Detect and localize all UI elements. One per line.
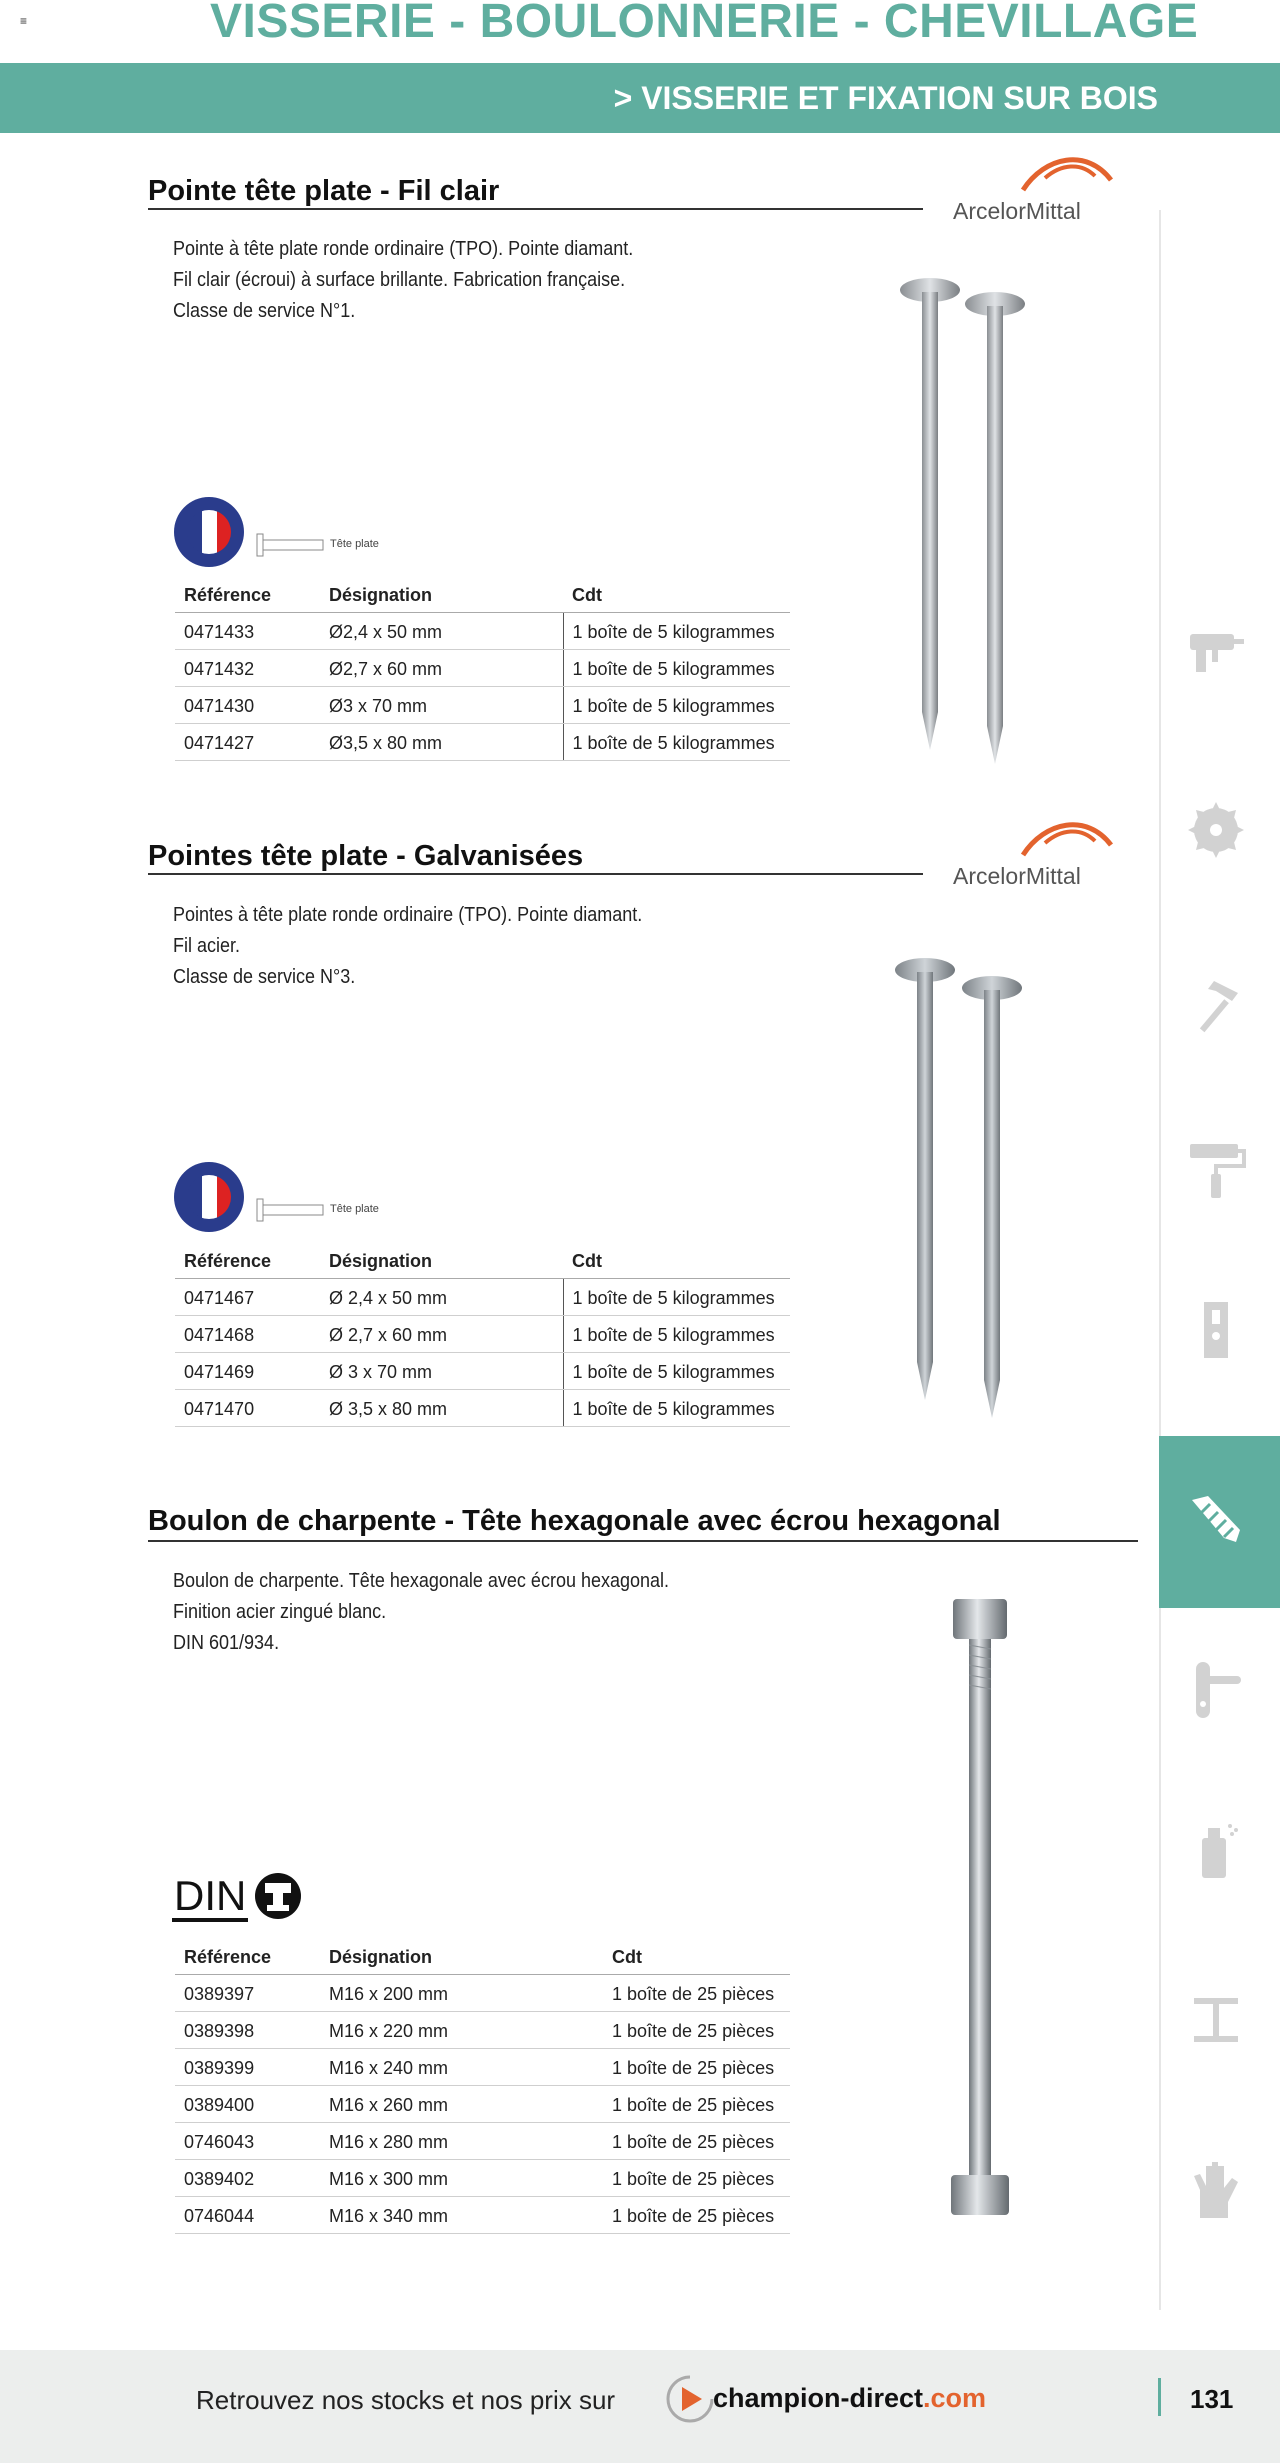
designation-cell: M16 x 280 mm — [320, 2123, 603, 2160]
cdt-cell: 1 boîte de 25 pièces — [603, 2160, 790, 2197]
table-row — [175, 2012, 790, 2049]
designation-cell: Ø2,7 x 60 mm — [320, 650, 563, 687]
paint-roller-icon[interactable] — [1186, 1140, 1246, 1200]
designation-cell: Ø 2,7 x 60 mm — [320, 1316, 563, 1353]
table-header-row — [175, 1938, 790, 1975]
section-3-table — [175, 1938, 790, 2234]
spray-can-icon[interactable] — [1186, 1820, 1246, 1880]
clear-nails-image — [880, 270, 1060, 770]
table-row — [175, 2086, 790, 2123]
ref-cell: 0471469 — [175, 1353, 320, 1390]
screw-icon[interactable] — [1186, 1490, 1246, 1550]
section-3-description — [173, 1566, 669, 1659]
description-line: Boulon de charpente. Tête hexagonale avec écrou hexagonal. — [173, 1570, 670, 1592]
glove-icon[interactable] — [1186, 2160, 1246, 2220]
arcelormittal-logo-icon — [1015, 815, 1115, 865]
col-header: Désignation — [320, 576, 563, 613]
designation-cell: M16 x 220 mm — [320, 2012, 603, 2049]
ref-cell: 0389400 — [175, 2086, 320, 2123]
designation-cell: Ø3 x 70 mm — [320, 687, 563, 724]
ref-cell: 0389397 — [175, 1975, 320, 2012]
col-header: Désignation — [320, 1242, 563, 1279]
cdt-cell: 1 boîte de 25 pièces — [603, 1975, 790, 2012]
table-row — [175, 1353, 790, 1390]
cdt-cell: 1 boîte de 25 pièces — [603, 2123, 790, 2160]
table-row — [175, 687, 790, 724]
col-header: Référence — [175, 1242, 320, 1279]
ref-cell: 0389399 — [175, 2049, 320, 2086]
cdt-cell: 1 boîte de 25 pièces — [603, 2086, 790, 2123]
diagram-label: Tête plate — [330, 538, 379, 550]
description-line: Fil acier. — [173, 935, 241, 957]
description-line: Classe de service N°3. — [173, 966, 356, 988]
ref-cell: 0471468 — [175, 1316, 320, 1353]
cdt-cell: 1 boîte de 5 kilogrammes — [563, 1279, 790, 1316]
description-line: Classe de service N°1. — [173, 300, 356, 322]
sidebar-divider — [1159, 210, 1161, 2310]
category-subtitle: > VISSERIE ET FIXATION SUR BOIS — [613, 80, 1158, 116]
table-row — [175, 613, 790, 650]
section-1-title: Pointe tête plate - Fil clair — [148, 175, 500, 207]
bolt-head-icon — [254, 1872, 302, 1920]
diagram-label: Tête plate — [330, 1203, 379, 1215]
col-header: Cdt — [563, 1242, 790, 1279]
page-title: VISSERIE - BOULONNERIE - CHEVILLAGE — [210, 0, 1199, 48]
cdt-cell: 1 boîte de 25 pièces — [603, 2049, 790, 2086]
section-1-table — [175, 576, 790, 761]
section-2-rule — [148, 873, 923, 875]
brand-tld: .com — [923, 2383, 987, 2413]
col-header: Cdt — [603, 1938, 790, 1975]
designation-cell: M16 x 240 mm — [320, 2049, 603, 2086]
france-flag-icon — [172, 495, 252, 570]
cdt-cell: 1 boîte de 5 kilogrammes — [563, 650, 790, 687]
play-logo-icon — [665, 2374, 715, 2424]
designation-cell: Ø 2,4 x 50 mm — [320, 1279, 563, 1316]
section-1-description — [173, 234, 633, 327]
fabrique-en-france-badge — [172, 495, 252, 570]
drill-icon[interactable] — [1186, 620, 1246, 680]
cdt-cell: 1 boîte de 5 kilogrammes — [563, 1316, 790, 1353]
table-row — [175, 1279, 790, 1316]
section-2-brand: ArcelorMittal — [953, 863, 1081, 889]
description-line: Pointes à tête plate ronde ordinaire (TPO). Pointe diamant. — [173, 904, 643, 926]
table-row — [175, 1390, 790, 1427]
flat-head-nail-diagram — [255, 532, 325, 558]
section-3-title: Boulon de charpente - Tête hexagonale avec écrou hexagonal — [148, 1505, 1001, 1537]
designation-cell: M16 x 340 mm — [320, 2197, 603, 2234]
hammer-icon[interactable] — [1186, 975, 1246, 1035]
cdt-cell: 1 boîte de 5 kilogrammes — [563, 687, 790, 724]
din-standard-badge — [170, 1872, 330, 1932]
designation-cell: Ø3,5 x 80 mm — [320, 724, 563, 761]
table-row — [175, 2049, 790, 2086]
table-row — [175, 2197, 790, 2234]
ref-cell: 0471427 — [175, 724, 320, 761]
table-row — [175, 650, 790, 687]
table-row — [175, 2160, 790, 2197]
ref-cell: 0389402 — [175, 2160, 320, 2197]
designation-cell: M16 x 260 mm — [320, 2086, 603, 2123]
fabrique-en-france-badge — [172, 1160, 252, 1235]
ref-cell: 0471433 — [175, 613, 320, 650]
table-row — [175, 1975, 790, 2012]
section-2-table — [175, 1242, 790, 1427]
designation-cell: M16 x 200 mm — [320, 1975, 603, 2012]
cdt-cell: 1 boîte de 5 kilogrammes — [563, 1390, 790, 1427]
designation-cell: M16 x 300 mm — [320, 2160, 603, 2197]
footer-text: Retrouvez nos stocks et nos prix sur — [196, 2385, 616, 2415]
brand-main: champion-direct — [713, 2383, 924, 2413]
section-2-title: Pointes tête plate - Galvanisées — [148, 840, 584, 872]
ref-cell: 0471432 — [175, 650, 320, 687]
steel-beam-icon[interactable] — [1186, 1990, 1246, 2050]
description-line: Fil clair (écroui) à surface brillante. Fabrication française. — [173, 269, 626, 291]
col-header: Référence — [175, 576, 320, 613]
page-number: 131 — [1190, 2384, 1234, 2414]
section-3-rule — [148, 1540, 1138, 1542]
ref-cell: 0389398 — [175, 2012, 320, 2049]
arcelormittal-logo-icon — [1015, 150, 1115, 200]
france-flag-icon — [172, 1160, 252, 1235]
din-label: DIN — [172, 1874, 248, 1922]
door-lock-icon[interactable] — [1186, 1300, 1246, 1360]
ref-cell: 0746043 — [175, 2123, 320, 2160]
galvanized-nails-image — [880, 950, 1060, 1420]
menu-icon[interactable]: ≡ — [20, 14, 28, 28]
cdt-cell: 1 boîte de 5 kilogrammes — [563, 724, 790, 761]
section-1-brand: ArcelorMittal — [953, 198, 1081, 224]
col-header: Cdt — [563, 576, 790, 613]
ref-cell: 0746044 — [175, 2197, 320, 2234]
ref-cell: 0471430 — [175, 687, 320, 724]
flat-head-nail-diagram — [255, 1197, 325, 1223]
description-line: DIN 601/934. — [173, 1632, 280, 1654]
ref-cell: 0471470 — [175, 1390, 320, 1427]
description-line: Pointe à tête plate ronde ordinaire (TPO). Pointe diamant. — [173, 238, 634, 260]
ref-cell: 0471467 — [175, 1279, 320, 1316]
cdt-cell: 1 boîte de 25 pièces — [603, 2197, 790, 2234]
table-header-row — [175, 1242, 790, 1279]
description-line: Finition acier zingué blanc. — [173, 1601, 387, 1623]
section-1-rule — [148, 208, 923, 210]
designation-cell: Ø 3 x 70 mm — [320, 1353, 563, 1390]
col-header: Référence — [175, 1938, 320, 1975]
col-header: Désignation — [320, 1938, 603, 1975]
cdt-cell: 1 boîte de 5 kilogrammes — [563, 1353, 790, 1390]
champion-direct-link[interactable] — [713, 2383, 986, 2414]
table-row — [175, 724, 790, 761]
footer-bar — [0, 2350, 1280, 2463]
table-row — [175, 1316, 790, 1353]
designation-cell: Ø2,4 x 50 mm — [320, 613, 563, 650]
cdt-cell: 1 boîte de 5 kilogrammes — [563, 613, 790, 650]
hex-bolt-image — [945, 1595, 1015, 2220]
table-row — [175, 2123, 790, 2160]
table-header-row — [175, 576, 790, 613]
section-2-description — [173, 900, 642, 993]
saw-blade-icon[interactable] — [1186, 800, 1246, 860]
page-number-bar — [1158, 2378, 1161, 2416]
cdt-cell: 1 boîte de 25 pièces — [603, 2012, 790, 2049]
door-handle-icon[interactable] — [1186, 1660, 1246, 1720]
designation-cell: Ø 3,5 x 80 mm — [320, 1390, 563, 1427]
